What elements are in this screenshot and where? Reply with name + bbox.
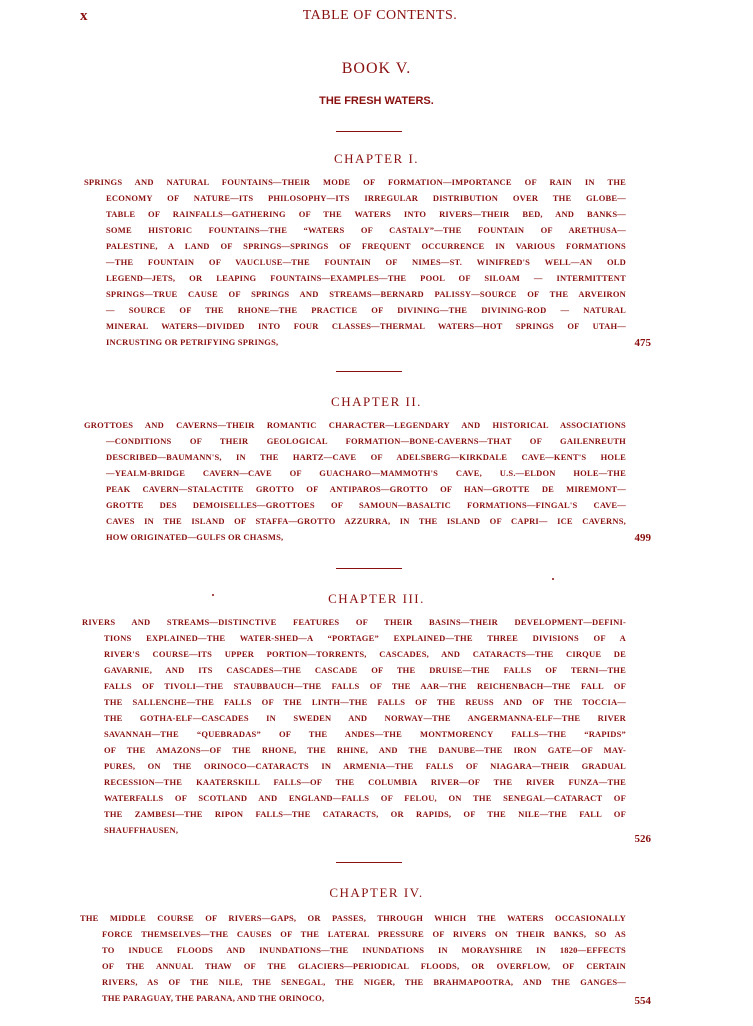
- chapter-summary: [84, 174, 626, 350]
- section-rule: [336, 131, 402, 132]
- summary-line: TABLE OF RAINFALLS—GATHERING OF THE WATERS INTO RIVERS—THEIR BED, AND BANKS—: [106, 209, 626, 219]
- page-number: 526: [634, 833, 651, 845]
- print-speck: [212, 594, 214, 596]
- chapter-summary: [82, 614, 626, 838]
- chapter-heading: CHAPTER III.: [328, 591, 425, 606]
- summary-line: MINERAL WATERS—DIVIDED INTO FOUR CLASSES—THERMAL WATERS—HOT SPRINGS OF UTAH—: [106, 321, 626, 331]
- book-subtitle: THE FRESH WATERS.: [319, 95, 434, 107]
- section-rule: [336, 371, 402, 372]
- summary-line: THE PARAGUAY, THE PARANA, AND THE ORINOCO,: [102, 993, 325, 1003]
- summary-line: THE MIDDLE COURSE OF RIVERS—GAPS, OR PASSES, THROUGH WHICH THE WATERS OCCASIONALLY: [80, 913, 626, 923]
- print-speck: [552, 578, 554, 580]
- summary-line: CAVES IN THE ISLAND OF STAFFA—GROTTO AZZURRA, IN THE ISLAND OF CAPRI— ICE CAVERNS,: [106, 516, 626, 526]
- summary-line: SPRINGS—TRUE CAUSE OF SPRINGS AND STREAMS—BERNARD PALISSY—SOURCE OF THE ARVEIRON: [106, 289, 626, 299]
- section-rule: [336, 568, 402, 569]
- summary-line: RIVERS, AS OF THE NILE, THE SENEGAL, THE NIGER, THE BRAHMAPOOTRA, AND THE GANGES—: [102, 977, 626, 987]
- summary-line: PALESTINE, A LAND OF SPRINGS—SPRINGS OF FREQUENT OCCURRENCE IN VARIOUS FORMATIONS: [106, 241, 626, 251]
- chapter-heading: CHAPTER I.: [333, 151, 420, 166]
- page-number: 499: [634, 532, 651, 544]
- summary-line: SAVANNAH—THE “QUEBRADAS” OF THE ANDES—THE MONTMORENCY FALLS—THE “RAPIDS”: [104, 729, 626, 739]
- book-title: BOOK V.: [341, 60, 412, 77]
- summary-line: SOME HISTORIC FOUNTAINS—THE “WATERS OF CASTALY”—THE FOUNTAIN OF ARETHUSA—: [106, 225, 626, 235]
- summary-line: INCRUSTING OR PETRIFYING SPRINGS,: [106, 337, 279, 347]
- summary-line: TO INDUCE FLOODS AND INUNDATIONS—THE INUNDATIONS IN MORAYSHIRE IN 1820—EFFECTS: [102, 945, 626, 955]
- summary-line: THE ZAMBESI—THE RIPON FALLS—THE CATARACTS, OR RAPIDS, OF THE NILE—THE FALL OF: [104, 809, 626, 819]
- folio-number: x: [80, 8, 88, 24]
- section-rule: [336, 862, 402, 863]
- summary-line: RIVERS AND STREAMS—DISTINCTIVE FEATURES OF THEIR BASINS—THEIR DEVELOPMENT—DEFINI-: [82, 617, 626, 627]
- summary-line: GROTTE DES DEMOISELLES—GROTTOES OF SAMOUN—BASALTIC FORMATIONS—FINGAL'S CAVE—: [106, 500, 626, 510]
- chapter-heading: CHAPTER II.: [331, 394, 422, 409]
- summary-line: OF THE AMAZONS—OF THE RHONE, THE RHINE, AND THE DANUBE—THE IRON GATE—OF MAY-: [104, 745, 626, 755]
- page-number: 475: [634, 337, 651, 349]
- summary-line: LEGEND—JETS, OR LEAPING FOUNTAINS—EXAMPLES—THE POOL OF SILOAM — INTERMITTENT: [106, 273, 626, 283]
- chapter-summary: [80, 910, 626, 1006]
- page-header: [80, 8, 680, 28]
- chapter-summary: [84, 417, 626, 545]
- summary-line: FORCE THEMSELVES—THE CAUSES OF THE LATERAL PRESSURE OF RIVERS ON THEIR BANKS, SO AS: [102, 929, 626, 939]
- summary-line: SPRINGS AND NATURAL FOUNTAINS—THEIR MODE OF FORMATION—IMPORTANCE OF RAIN IN THE: [84, 177, 626, 187]
- summary-line: WATERFALLS OF SCOTLAND AND ENGLAND—FALLS OF FELOU, ON THE SENEGAL—CATARACT OF: [104, 793, 626, 803]
- summary-line: —THE FOUNTAIN OF VAUCLUSE—THE FOUNTAIN OF NIMES—ST. WINIFRED'S WELL—AN OLD: [106, 257, 626, 267]
- summary-line: THE SALLENCHE—THE FALLS OF THE LINTH—THE FALLS OF THE REUSS AND OF THE TOCCIA—: [104, 697, 626, 707]
- summary-line: OF THE ANNUAL THAW OF THE GLACIERS—PERIODICAL FLOODS, OR OVERFLOW, OF CERTAIN: [102, 961, 626, 971]
- summary-line: THE GOTHA-ELF—CASCADES IN SWEDEN AND NORWAY—THE ANGERMANNA-ELF—THE RIVER: [104, 713, 626, 723]
- summary-line: —CONDITIONS OF THEIR GEOLOGICAL FORMATION—BONE-CAVERNS—THAT OF GAILENREUTH: [106, 436, 626, 446]
- summary-line: ECONOMY OF NATURE—ITS PHILOSOPHY—ITS IRREGULAR DISTRIBUTION OVER THE GLOBE—: [106, 193, 626, 203]
- summary-line: PEAK CAVERN—STALACTITE GROTTO OF ANTIPAROS—GROTTO OF HAN—GROTTE DE MIREMONT—: [106, 484, 626, 494]
- summary-line: DESCRIBED—BAUMANN'S, IN THE HARTZ—CAVE OF ADELSBERG—KIRKDALE CAVE—KENT'S HOLE: [106, 452, 626, 462]
- running-title: TABLE OF CONTENTS.: [302, 8, 458, 23]
- summary-line: RECESSION—THE KAATERSKILL FALLS—OF THE COLUMBIA RIVER—OF THE RIVER FUNZA—THE: [104, 777, 626, 787]
- page-number: 554: [634, 995, 651, 1007]
- summary-line: HOW ORIGINATED—GULFS OR CHASMS,: [106, 532, 284, 542]
- summary-line: —YEALM-BRIDGE CAVERN—CAVE OF GUACHARO—MAMMOTH'S CAVE, U.S.—ELDON HOLE—THE: [106, 468, 626, 478]
- summary-line: RIVER'S COURSE—ITS UPPER PORTION—TORRENTS, CASCADES, AND CATARACTS—THE CIRQUE DE: [104, 649, 626, 659]
- summary-line: TIONS EXPLAINED—THE WATER-SHED—A “PORTAGE” EXPLAINED—THE THREE DIVISIONS OF A: [104, 633, 626, 643]
- summary-line: GROTTOES AND CAVERNS—THEIR ROMANTIC CHARACTER—LEGENDARY AND HISTORICAL ASSOCIATIONS: [84, 420, 626, 430]
- summary-line: GAVARNIE, AND ITS CASCADES—THE CASCADE OF THE DRUISE—THE FALLS OF TERNI—THE: [104, 665, 626, 675]
- summary-line: PURES, ON THE ORINOCO—CATARACTS IN ARMENIA—THE FALLS OF NIAGARA—THEIR GRADUAL: [104, 761, 626, 771]
- summary-line: — SOURCE OF THE RHONE—THE PRACTICE OF DIVINING—THE DIVINING-ROD — NATURAL: [106, 305, 626, 315]
- summary-line: SHAUFFHAUSEN,: [104, 825, 179, 835]
- summary-line: FALLS OF TIVOLI—THE STAUBBAUCH—THE FALLS OF THE AAR—THE REICHENBACH—THE FALL OF: [104, 681, 626, 691]
- chapter-heading: CHAPTER IV.: [329, 885, 424, 900]
